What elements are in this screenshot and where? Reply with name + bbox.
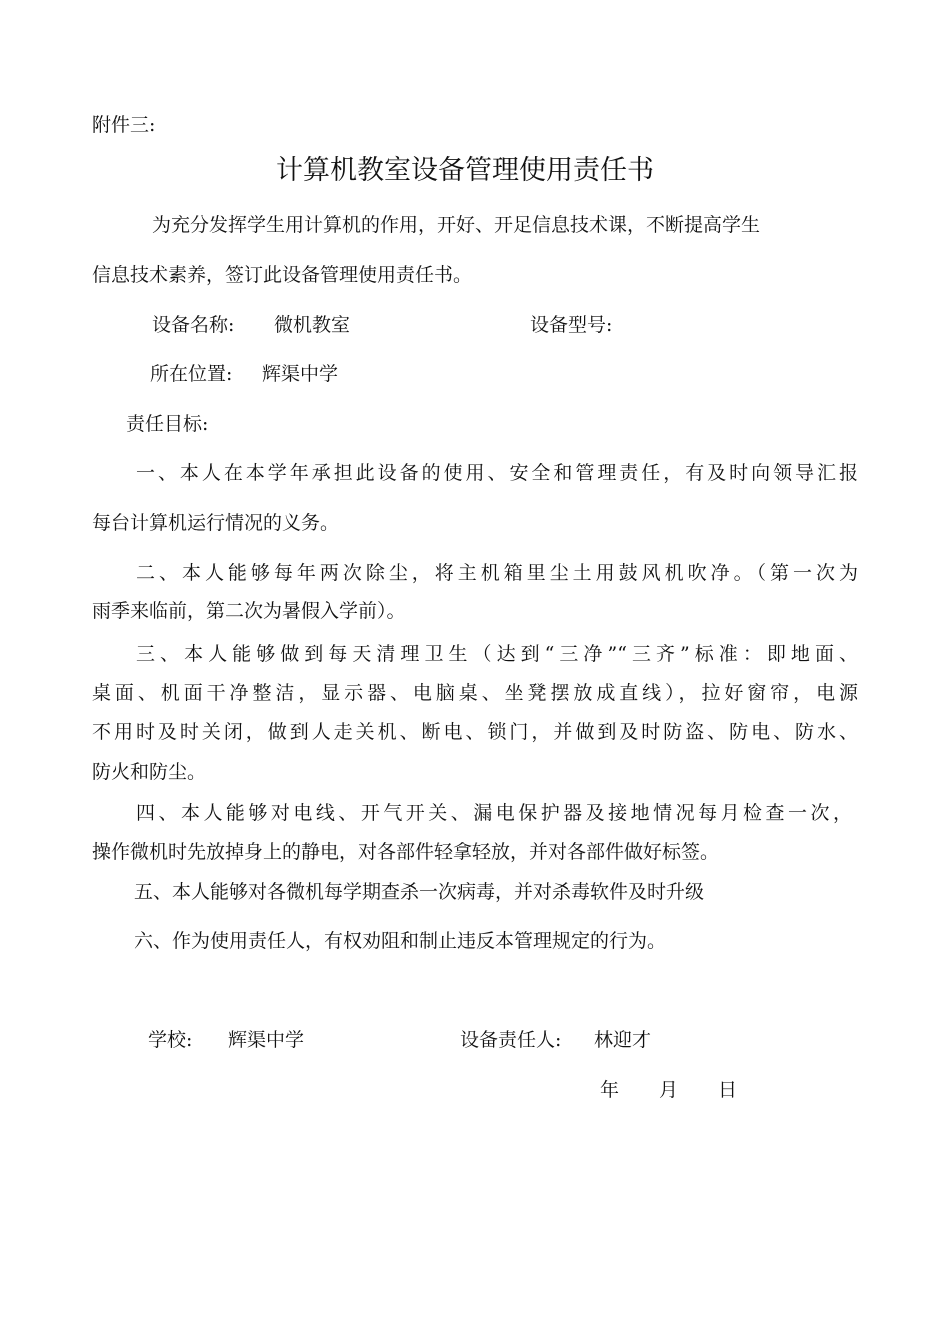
date-year: 年 xyxy=(600,1079,620,1101)
item-3-line-3: 不用时及时关闭，做到人走关机、断电、锁门，并做到及时防盗、防电、防水、 xyxy=(92,721,858,743)
location-value: 辉渠中学 xyxy=(262,363,339,385)
item-3-line-1: 三、本人能够做到每天清理卫生（达到“三净”“三齐”标准：即地面、 xyxy=(136,643,858,665)
item-2-line-1: 二、本人能够每年两次除尘，将主机箱里尘土用鼓风机吹净。（第一次为 xyxy=(136,562,858,584)
attachment-label: 附件三: xyxy=(92,114,156,136)
item-3-line-2: 桌面、机面干净整洁，显示器、电脑桌、坐凳摆放成直线），拉好窗帘，电源 xyxy=(92,682,858,704)
item-4-line-2: 操作微机时先放掉身上的静电，对各部件轻拿轻放，并对各部件做好标签。 xyxy=(92,841,720,863)
school-label: 学校: xyxy=(148,1029,193,1051)
responsible-person-label: 设备责任人: xyxy=(460,1029,562,1051)
equipment-name-value: 微机教室 xyxy=(274,314,351,336)
item-3-line-4: 防火和防尘。 xyxy=(92,761,207,783)
item-4-line-1: 四、本人能够对电线、开气开关、漏电保护器及接地情况每月检查一次， xyxy=(136,802,852,824)
item-1-line-2: 每台计算机运行情况的义务。 xyxy=(92,512,340,534)
equipment-name-label: 设备名称: xyxy=(152,314,235,336)
location-label: 所在位置: xyxy=(150,363,233,385)
responsible-person-value: 林迎才 xyxy=(594,1029,652,1051)
equipment-model-label: 设备型号: xyxy=(530,314,613,336)
goals-heading: 责任目标: xyxy=(126,413,209,435)
item-1-line-1: 一、本人在本学年承担此设备的使用、安全和管理责任，有及时向领导汇报 xyxy=(136,462,858,484)
intro-line-1: 为充分发挥学生用计算机的作用，开好、开足信息技术课，不断提高学生 xyxy=(152,214,761,236)
date-day: 日 xyxy=(718,1079,738,1101)
school-value: 辉渠中学 xyxy=(228,1029,305,1051)
date-month: 月 xyxy=(659,1079,679,1101)
item-5-line-1: 五、本人能够对各微机每学期查杀一次病毒，并对杀毒软件及时升级 xyxy=(134,881,705,903)
intro-line-2: 信息技术素养，签订此设备管理使用责任书。 xyxy=(92,264,473,286)
item-6-line-1: 六、作为使用责任人，有权劝阻和制止违反本管理规定的行为。 xyxy=(134,930,667,952)
page-title: 计算机教室设备管理使用责任书 xyxy=(276,155,654,186)
item-2-line-2: 雨季来临前，第二次为暑假入学前）。 xyxy=(92,600,406,622)
